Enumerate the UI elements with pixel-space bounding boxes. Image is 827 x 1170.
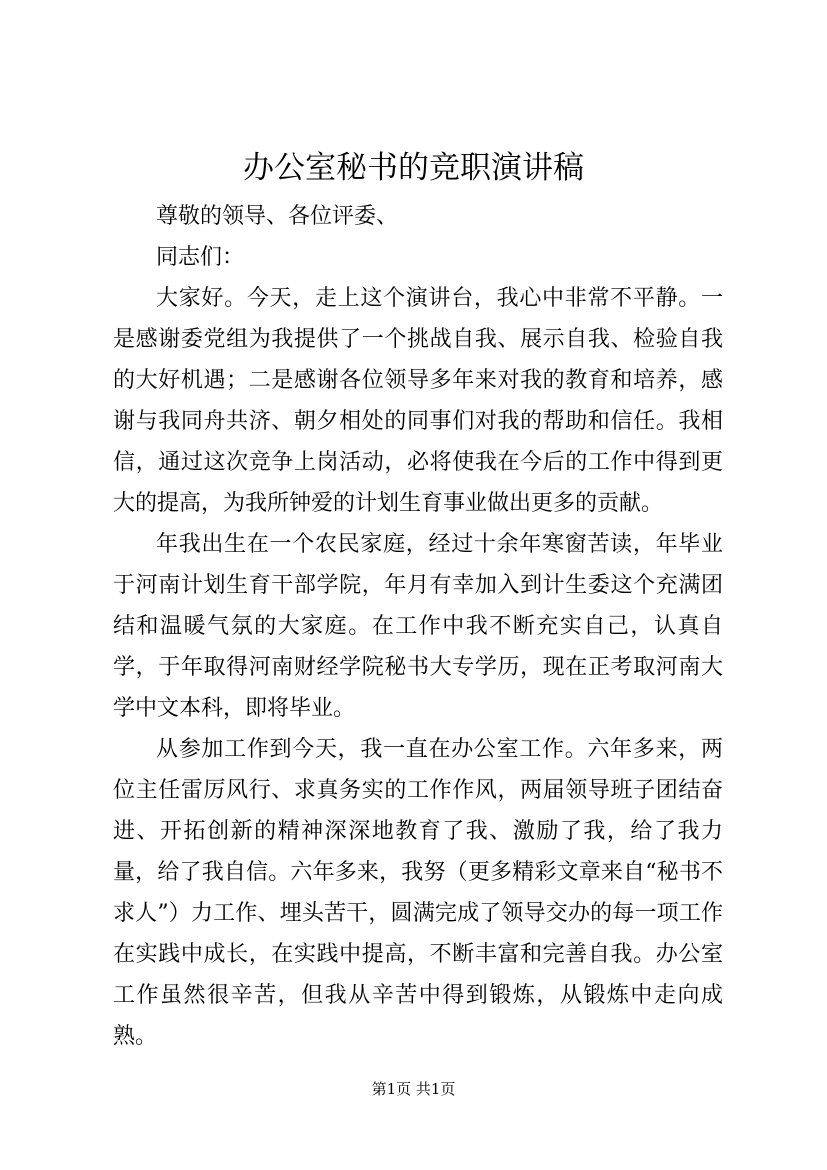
paragraph-greeting: 大家好。今天，走上这个演讲台，我心中非常不平静。一是感谢委党组为我提供了一个挑战自我、展示自我、检验自我的大好机遇；二是感谢各位领导多年来对我的教育和培养，感谢与我同舟共济、朝夕相处的同事们对我的帮助和信任。我相信，通过这次竞争上岗活动，必将使我在今后的工作中得到更大的提高，为我所钟爱的计划生育事业做出更多的贡献。 [113,286,723,516]
paragraph-background: 年我出生在一个农民家庭，经过十余年寒窗苦读，年毕业于河南计划生育干部学院，年月有幸加入到计生委这个充满团结和温暖气氛的大家庭。在工作中我不断充实自己，认真自学，于年取得河南财经学院秘书大专学历，现在正考取河南大学中文本科，即将毕业。 [113,532,723,721]
paragraph-work-experience: 从参加工作到今天，我一直在办公室工作。六年多来，两位主任雷厉风行、求真务实的工作作风，两届领导班子团结奋进、开拓创新的精神深深地教育了我、激励了我，给了我力量，给了我自信。六年多来，我努（更多精彩文章来自“秘书不求人”）力工作、埋头苦干，圆满完成了领导交办的每一项工作在实践中成长，在实践中提高，不断丰富和完善自我。办公室工作虽然很辛苦，但我从辛苦中得到锻炼，从锻炼中走向成熟。 [113,737,723,1049]
salutation-line-1: 尊敬的领导、各位评委、 [156,204,399,229]
page-footer: 第1页 共1页 [371,1080,456,1098]
salutation-line-2: 同志们： [156,245,245,270]
document-title: 办公室秘书的竞职演讲稿 [243,150,584,186]
document-body [113,196,723,1057]
